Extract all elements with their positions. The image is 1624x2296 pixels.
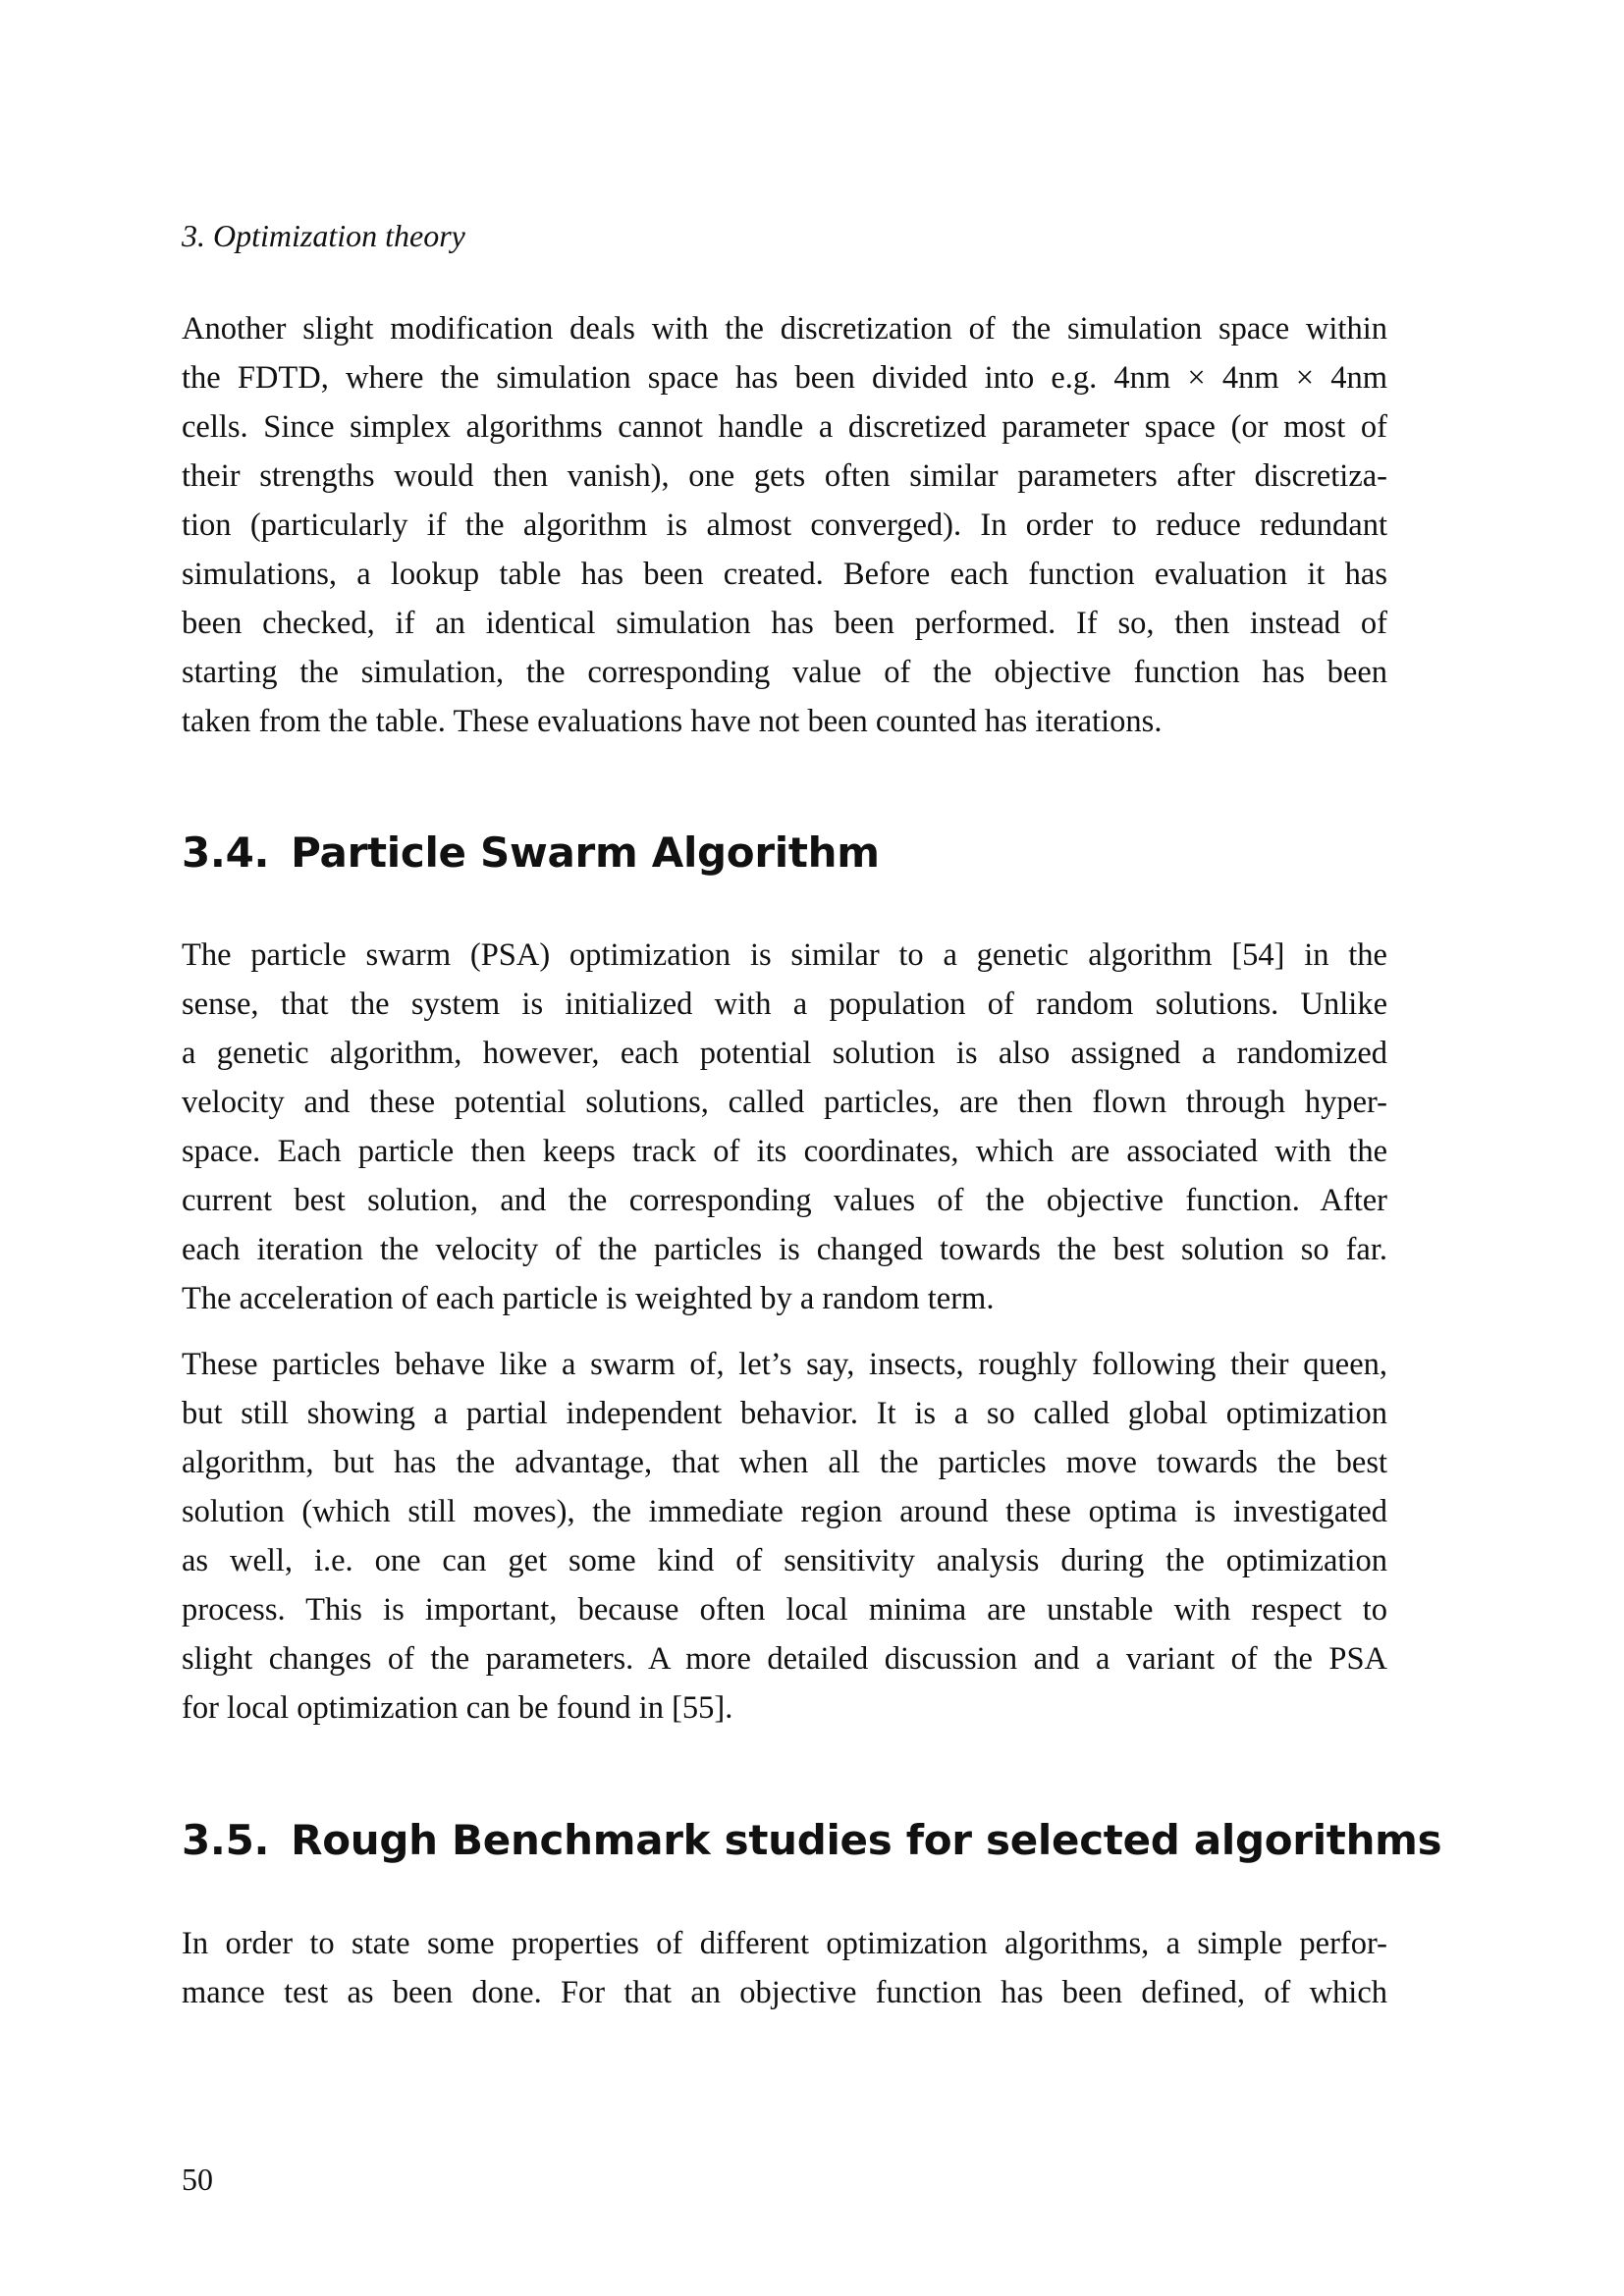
text-line: starting the simulation, the corresponding value of the objective function has been	[182, 655, 1387, 690]
text-line: velocity and these potential solutions, called particles, are then flown through hyper-	[182, 1085, 1387, 1120]
section-heading-3-5	[182, 1814, 1441, 1867]
text-line: cells. Since simplex algorithms cannot handle a discretized parameter space (or most of	[182, 409, 1387, 445]
text-line: mance test as been done. For that an objective function has been defined, of which	[182, 1975, 1387, 2010]
text-line: tion (particularly if the algorithm is almost converged). In order to reduce redundant	[182, 507, 1387, 543]
text-line: The particle swarm (PSA) optimization is similar to a genetic algorithm [54] in the	[182, 937, 1387, 973]
text-line: each iteration the velocity of the particles is changed towards the best solution so far.	[182, 1232, 1387, 1267]
text-line: a genetic algorithm, however, each potential solution is also assigned a randomized	[182, 1036, 1387, 1071]
section-title: Rough Benchmark studies for selected algorithms	[291, 1816, 1442, 1864]
text-line: for local optimization can be found in [55].	[182, 1690, 733, 1726]
text-line: Another slight modification deals with the discretization of the simulation space within	[182, 311, 1387, 347]
paragraph-psa-intro	[182, 931, 1387, 1323]
page-number: 50	[182, 2162, 213, 2197]
text-line: their strengths would then vanish), one gets often similar parameters after discretiza-	[182, 458, 1387, 494]
text-line: The acceleration of each particle is weighted by a random term.	[182, 1281, 995, 1316]
text-line: space. Each particle then keeps track of its coordinates, which are associated with the	[182, 1134, 1387, 1169]
text-line: algorithm, but has the advantage, that when all the particles move towards the best	[182, 1445, 1387, 1480]
text-line: In order to state some properties of different optimization algorithms, a simple perfor-	[182, 1926, 1387, 1961]
section-title: Particle Swarm Algorithm	[291, 828, 880, 877]
section-number: 3.4.	[182, 828, 270, 877]
text-line: the FDTD, where the simulation space has been divided into e.g. 4nm × 4nm × 4nm	[182, 360, 1387, 396]
paragraph-psa-swarm	[182, 1340, 1387, 1733]
text-line: These particles behave like a swarm of, let’s say, insects, roughly following their queen,	[182, 1347, 1387, 1382]
text-line: current best solution, and the corresponding values of the objective function. After	[182, 1183, 1387, 1218]
text-line: but still showing a partial independent behavior. It is a so called global optimization	[182, 1396, 1387, 1431]
text-line: sense, that the system is initialized with a population of random solutions. Unlike	[182, 987, 1387, 1022]
paragraph-discretization	[182, 304, 1387, 746]
section-number: 3.5.	[182, 1816, 270, 1864]
text-line: as well, i.e. one can get some kind of sensitivity analysis during the optimization	[182, 1543, 1387, 1578]
text-line: slight changes of the parameters. A more detailed discussion and a variant of the PSA	[182, 1641, 1387, 1677]
section-heading-3-4	[182, 827, 880, 880]
paragraph-benchmark-intro	[182, 1919, 1387, 2017]
text-line: solution (which still moves), the immediate region around these optima is investigated	[182, 1494, 1387, 1529]
running-header: 3. Optimization theory	[182, 218, 465, 253]
text-line: taken from the table. These evaluations have not been counted has iterations.	[182, 704, 1163, 739]
text-line: been checked, if an identical simulation has been performed. If so, then instead of	[182, 606, 1387, 641]
text-line: process. This is important, because often local minima are unstable with respect to	[182, 1592, 1387, 1628]
text-line: simulations, a lookup table has been created. Before each function evaluation it has	[182, 557, 1387, 592]
